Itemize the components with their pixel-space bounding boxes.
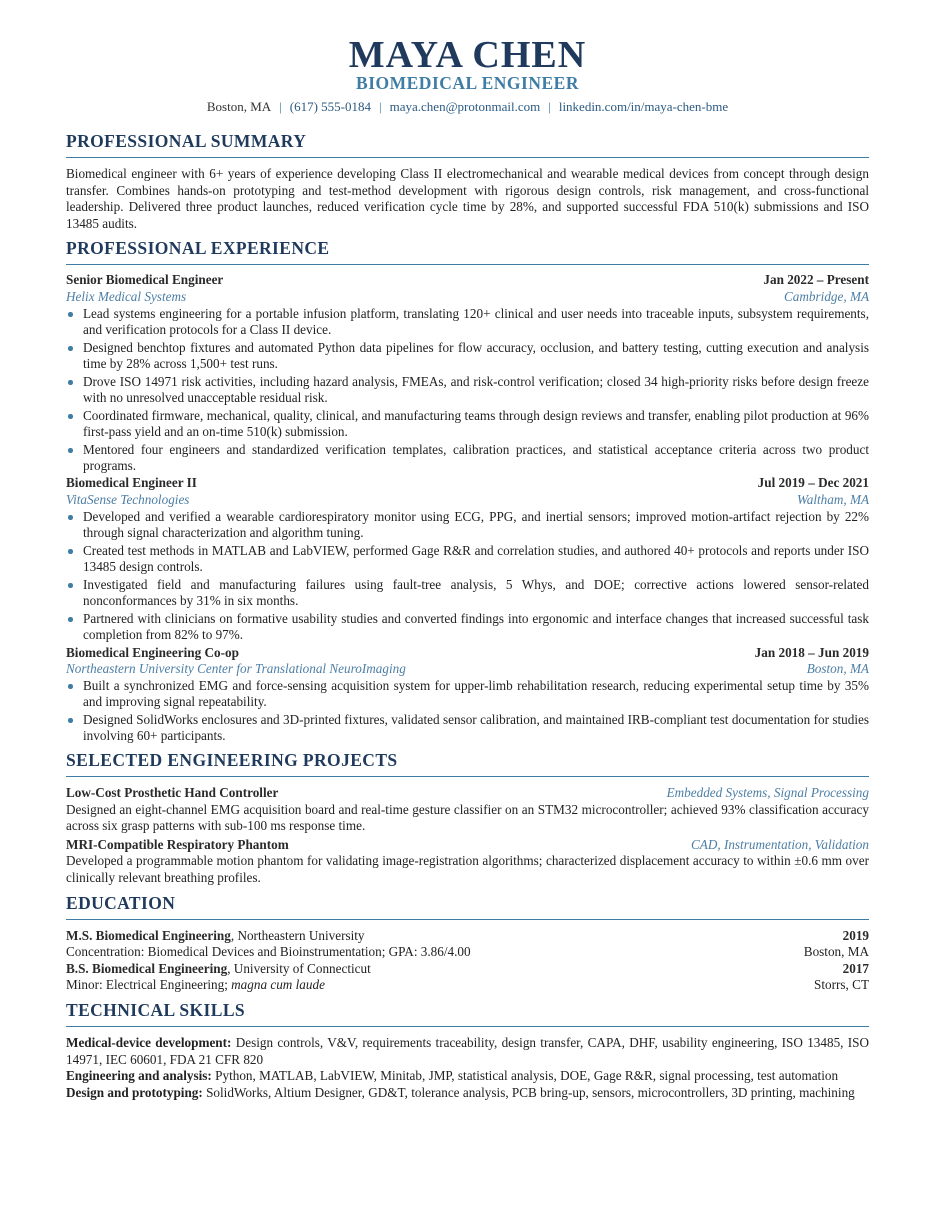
job-org: Northeastern University Center for Translational NeuroImaging [66,661,406,677]
job-bullets [66,306,869,475]
degree-location: Boston, MA [803,944,869,960]
project-name: Low-Cost Prosthetic Hand Controller [66,784,279,800]
degree-school: , University of Connecticut [227,960,371,976]
contact-separator: | [548,99,551,114]
job-entry [66,645,869,745]
project-description: Designed an eight-channel EMG acquisition board and real-time gesture classifier on an STM32 microcontroller; achieved 93% classification accuracy across six grasp patterns with sub-100 ms response time. [66,801,869,834]
job-dates: Jul 2019 – Dec 2021 [757,475,869,491]
education-section [66,893,869,994]
job-bullets [66,678,869,745]
bullet-item: Designed benchtop fixtures and automated Python data pipelines for flow accuracy, occlusion, and battery testing, cutting execution and analysis time by 28% across 1,500+ test runs. [66,340,869,373]
skill-label: Medical-device development: [66,1034,232,1050]
summary-section [66,131,869,232]
contact-line [66,99,869,115]
skill-label: Design and prototyping: [66,1084,203,1100]
skill-list: Design controls, V&V, requirements traceability, design transfer, CAPA, DHF, usability engineering, ISO 13485, ISO 14971, IEC 60601, FDA 21 CFR 820 [66,1034,870,1067]
section-heading: PROFESSIONAL EXPERIENCE [66,238,869,265]
job-role: Senior Biomedical Engineer [66,272,224,288]
project-tags: Embedded Systems, Signal Processing [666,784,869,800]
skill-list: SolidWorks, Altium Designer, GD&T, tolerance analysis, PCB bring-up, sensors, microcontrollers, 3D printing, machining [202,1084,855,1100]
contact-email[interactable]: maya.chen@protonmail.com [389,99,541,114]
experience-section [66,238,869,745]
skill-group [66,1068,869,1085]
job-dates: Jan 2018 – Jun 2019 [754,644,869,660]
bullet-item: Designed SolidWorks enclosures and 3D-printed fixtures, validated sensor calibration, and maintained IRB-compliant test documentation for studies involving 60+ participants. [66,712,869,745]
section-heading: EDUCATION [66,893,869,920]
degree-location: Storrs, CT [814,977,869,993]
bullet-item: Mentored four engineers and standardized verification templates, calibration practices, and statistical acceptance criteria across two product programs. [66,442,869,475]
degree-year: 2019 [842,927,869,943]
project-entry [66,837,869,887]
project-name: MRI-Compatible Respiratory Phantom [66,836,289,852]
project-entry [66,785,869,835]
resume-header [66,0,869,115]
job-location: Cambridge, MA [784,288,869,304]
bullet-item: Partnered with clinicians on formative usability studies and converted findings into ergonomic and interface changes that increased successful task completion from 82% to 97%. [66,611,869,644]
skill-label: Engineering and analysis: [66,1068,212,1084]
bullet-item: Built a synchronized EMG and force-sensing acquisition system for upper-limb rehabilitation research, reducing experimental setup time by 35% and improving signal repeatability. [66,678,869,711]
degree-entry [66,961,869,994]
section-heading: PROFESSIONAL SUMMARY [66,131,869,158]
summary-text: Biomedical engineer with 6+ years of experience developing Class II electromechanical and wearable medical devices from concept through design transfer. Combines hands-on prototyping and test-method development with rigorous design controls, risk management, and cross-functional leadership. Delivered three product launches, reduced verification cycle time by 28%, and supported successful FDA 510(k) submissions and ISO 13485 audits. [66,166,869,231]
job-entry [66,272,869,474]
job-org: VitaSense Technologies [66,492,190,508]
degree-name: M.S. Biomedical Engineering [66,927,231,943]
section-heading: SELECTED ENGINEERING PROJECTS [66,750,869,777]
candidate-name: MAYA CHEN [348,34,587,76]
job-entry [66,475,869,643]
degree-detail: Minor: Electrical Engineering; [66,977,232,993]
job-org: Helix Medical Systems [66,288,187,304]
projects-section [66,750,869,887]
bullet-item: Coordinated firmware, mechanical, quality, clinical, and manufacturing teams through design reviews and transfer, enabling pilot production at 96% first-pass yield and an on-time 510(k) submission. [66,408,869,441]
contact-location: Boston, MA [206,99,272,114]
degree-detail: Concentration: Biomedical Devices and Bioinstrumentation; GPA: 3.86/4.00 [66,944,471,960]
job-dates: Jan 2022 – Present [763,272,869,288]
section-heading: TECHNICAL SKILLS [66,1000,869,1027]
contact-separator: | [279,99,282,114]
project-tags: CAD, Instrumentation, Validation [690,836,869,852]
contact-phone[interactable]: (617) 555-0184 [289,99,372,114]
job-location: Waltham, MA [796,492,869,508]
bullet-item: Investigated field and manufacturing failures using fault-tree analysis, 5 Whys, and DOE; corrective actions lowered sensor-related nonconformances by 31% in six months. [66,577,869,610]
degree-name: B.S. Biomedical Engineering [66,960,228,976]
skill-group [66,1085,869,1102]
bullet-item: Drove ISO 14971 risk activities, including hazard analysis, FMEAs, and risk-control verification; closed 34 high-priority risks before design freeze with no unresolved unacceptable residual risk. [66,374,869,407]
skill-list: Python, MATLAB, LabVIEW, Minitab, JMP, statistical analysis, DOE, Gage R&R, signal processing, test automation [211,1068,839,1084]
degree-school: , Northeastern University [230,927,365,943]
skill-group [66,1035,869,1068]
bullet-item: Created test methods in MATLAB and LabVIEW, performed Gage R&R and correlation studies, and authored 40+ protocols and reports under ISO 13485 design controls. [66,543,869,576]
bullet-item: Lead systems engineering for a portable infusion platform, translating 120+ clinical and user needs into traceable inputs, subsystem requirements, and verification protocols for a Class II device. [66,306,869,339]
job-role: Biomedical Engineering Co-op [66,644,239,660]
contact-separator: | [379,99,382,114]
job-bullets [66,509,869,644]
candidate-title: BIOMEDICAL ENGINEER [356,73,579,93]
degree-entry [66,928,869,961]
job-role: Biomedical Engineer II [66,475,197,491]
skills-section [66,1000,869,1101]
degree-honors: magna cum laude [231,977,325,993]
degree-year: 2017 [842,960,869,976]
project-description: Developed a programmable motion phantom for validating image-registration algorithms; characterized displacement accuracy to within ±0.6 mm over clinically relevant breathing profiles. [66,853,869,885]
bullet-item: Developed and verified a wearable cardiorespiratory monitor using ECG, PPG, and inertial sensors; improved motion-artifact rejection by 22% through signal characterization and algorithm tuning. [66,509,869,542]
contact-linkedin[interactable]: linkedin.com/in/maya-chen-bme [558,99,729,114]
job-location: Boston, MA [806,661,869,677]
